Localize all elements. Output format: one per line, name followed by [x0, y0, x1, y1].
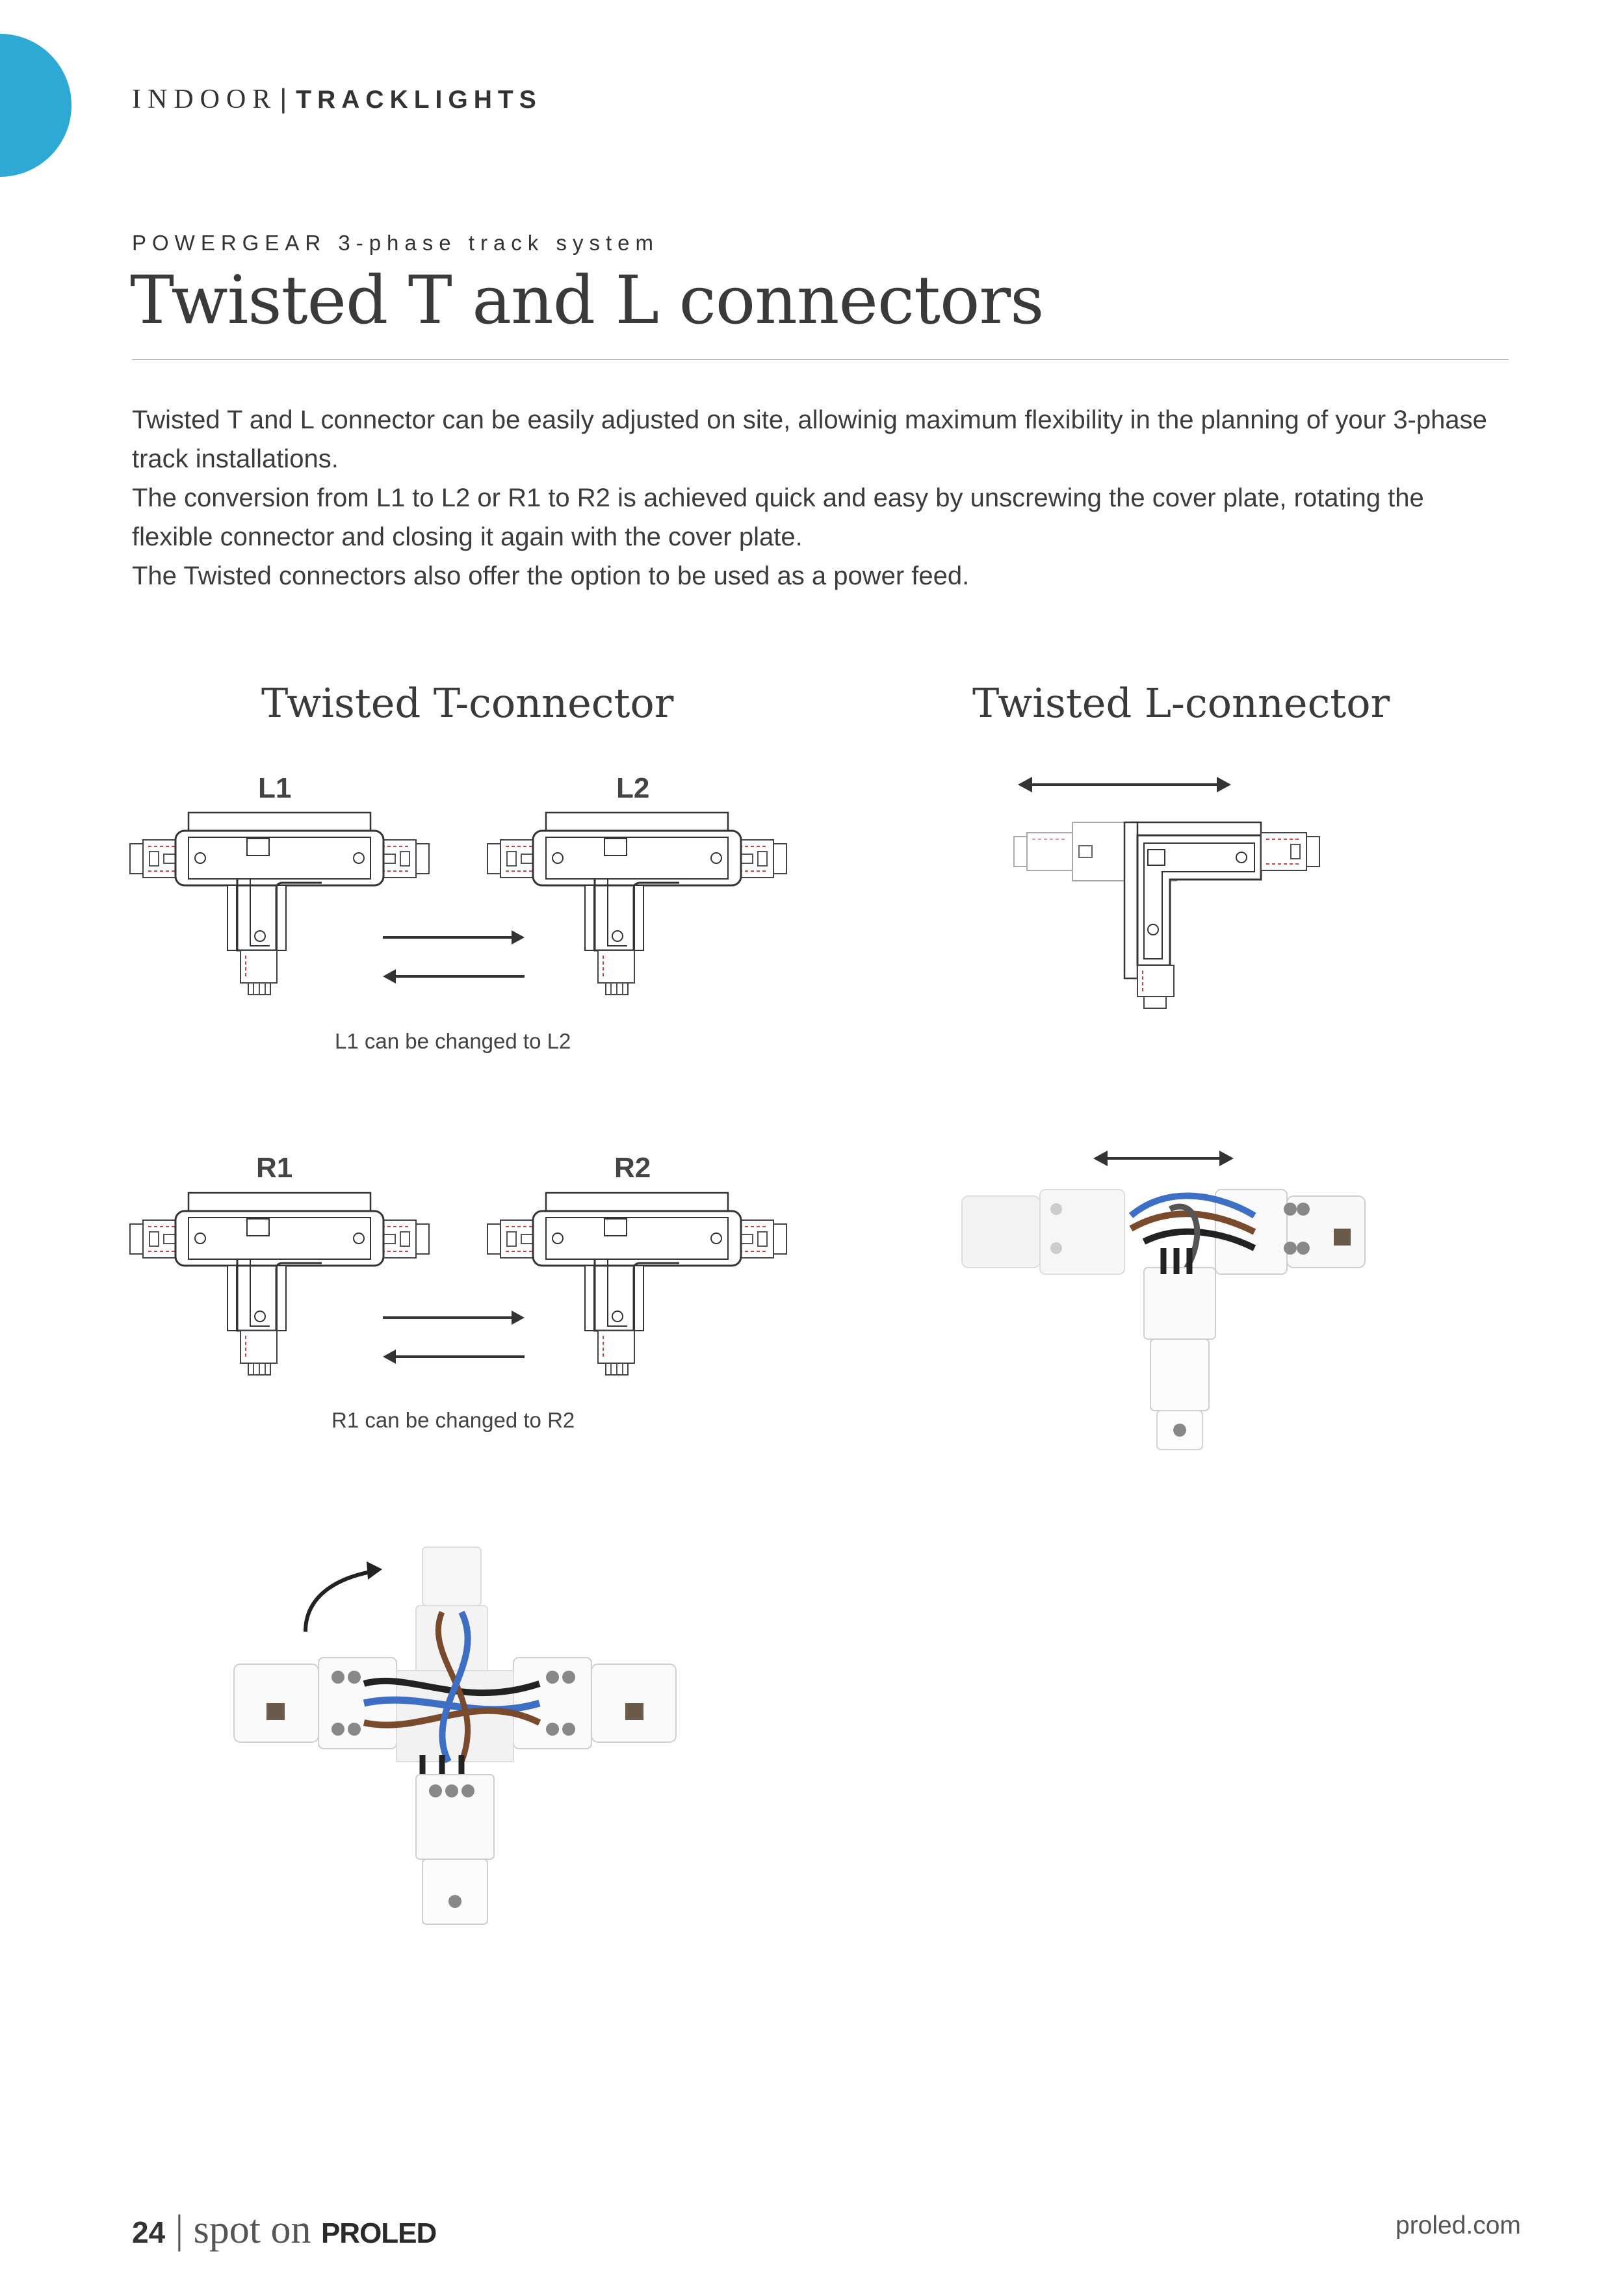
l-connector-photo [949, 1144, 1404, 1469]
t-connector-l2-drawing [487, 813, 786, 1001]
label-r1: R1 [256, 1152, 293, 1184]
page-title: Twisted T and L connectors [130, 262, 1044, 339]
t-connector-r2-drawing [487, 1193, 786, 1381]
intro-paragraph: The conversion from L1 to L2 or R1 to R2 is achieved quick and easy by unscrewing the cover plate, rotating the flexible connector and closing it again with the cover plate. [132, 484, 1424, 551]
intro-text [132, 400, 1510, 595]
label-l2: L2 [616, 772, 650, 804]
intro-paragraph: Twisted T and L connector can be easily adjusted on site, allowinig maximum flexibility in the planning of your 3-phase track installations. [132, 406, 1487, 473]
l-connector-heading: Twisted L-connector [972, 679, 1390, 727]
l-connector-drawing [1014, 770, 1326, 1011]
label-r2: R2 [614, 1152, 651, 1184]
footer-website: proled.com [1396, 2211, 1521, 2239]
page-number: 24 [132, 2215, 166, 2249]
footer-page-info [132, 2207, 436, 2253]
kicker: POWERGEAR 3-phase track system [132, 231, 659, 255]
t-connector-heading: Twisted T-connector [261, 679, 674, 727]
swap-arrows-icon [380, 1303, 530, 1375]
header-separator: | [279, 83, 287, 114]
caption-l1-to-l2: L1 can be changed to L2 [335, 1029, 571, 1053]
section-name: INDOOR [132, 85, 278, 114]
brand-logo: PROLED [320, 2217, 437, 2249]
footer-tagline: spot on [193, 2208, 311, 2252]
page-tab-decoration [0, 34, 71, 177]
caption-r1-to-r2: R1 can be changed to R2 [331, 1408, 575, 1432]
section-header [132, 83, 542, 115]
footer-separator: | [175, 2208, 184, 2252]
swap-arrows-icon [380, 923, 530, 995]
label-l1: L1 [258, 772, 292, 804]
intro-paragraph: The Twisted connectors also offer the option to be used as a power feed. [132, 562, 970, 590]
title-divider [132, 359, 1509, 360]
t-connector-photo [227, 1541, 682, 1931]
category-name: TRACKLIGHTS [296, 86, 542, 114]
